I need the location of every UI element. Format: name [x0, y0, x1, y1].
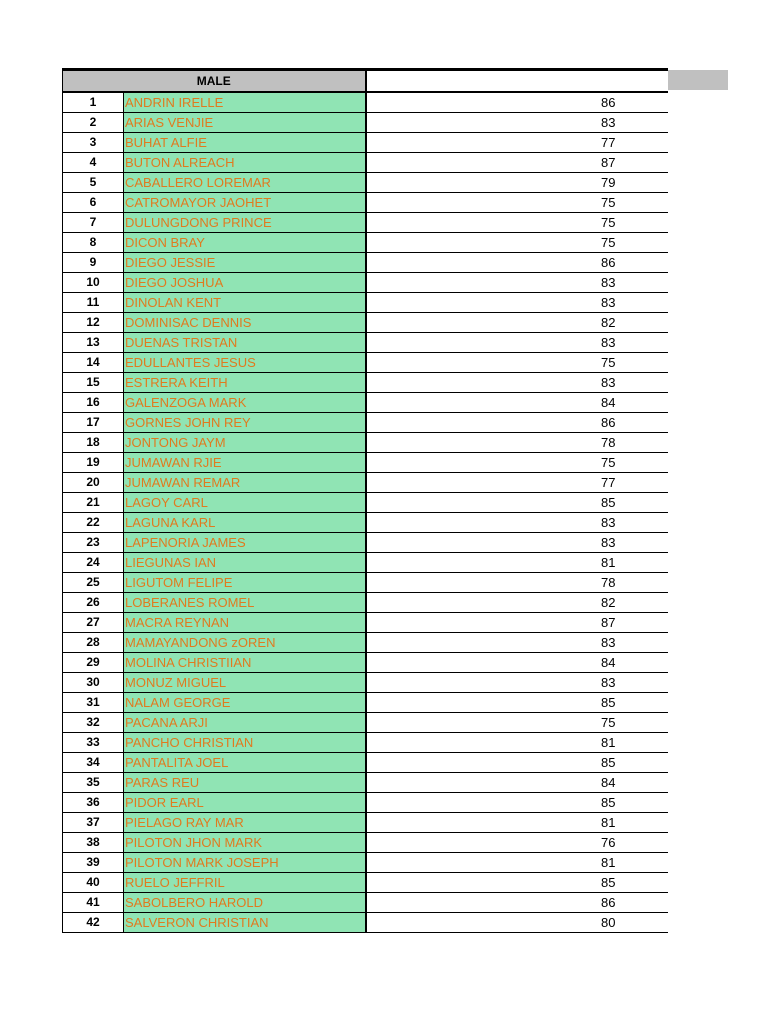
- student-name: LIEGUNAS IAN: [124, 553, 366, 573]
- row-number: 36: [63, 793, 124, 813]
- student-grade: 83: [366, 513, 668, 533]
- student-grade: 87: [366, 613, 668, 633]
- student-grade: 85: [366, 873, 668, 893]
- table-row: [63, 653, 668, 673]
- table-row: [63, 313, 668, 333]
- student-name: LOBERANES ROMEL: [124, 593, 366, 613]
- student-grade: 81: [366, 813, 668, 833]
- student-name: LIGUTOM FELIPE: [124, 573, 366, 593]
- student-grade: 75: [366, 453, 668, 473]
- student-name: ARIAS VENJIE: [124, 113, 366, 133]
- row-number: 15: [63, 373, 124, 393]
- student-grade: 79: [366, 173, 668, 193]
- table-row: [63, 493, 668, 513]
- student-name: JUMAWAN REMAR: [124, 473, 366, 493]
- table-row: [63, 753, 668, 773]
- student-name: MONUZ MIGUEL: [124, 673, 366, 693]
- student-grade: 77: [366, 133, 668, 153]
- header-row: [63, 70, 668, 93]
- student-grade: 83: [366, 373, 668, 393]
- table-row: [63, 133, 668, 153]
- table-row: [63, 913, 668, 933]
- row-number: 7: [63, 213, 124, 233]
- table-row: [63, 893, 668, 913]
- table-row: [63, 793, 668, 813]
- row-number: 3: [63, 133, 124, 153]
- student-grade: 87: [366, 153, 668, 173]
- table-row: [63, 413, 668, 433]
- row-number: 40: [63, 873, 124, 893]
- student-name: NALAM GEORGE: [124, 693, 366, 713]
- table-body: [63, 92, 668, 933]
- student-name: PIDOR EARL: [124, 793, 366, 813]
- row-number: 12: [63, 313, 124, 333]
- row-number: 28: [63, 633, 124, 653]
- table-row: [63, 553, 668, 573]
- student-name: DOMINISAC DENNIS: [124, 313, 366, 333]
- table-row: [63, 92, 668, 113]
- table-row: [63, 633, 668, 653]
- student-grade: 76: [366, 833, 668, 853]
- table-row: [63, 213, 668, 233]
- student-name: EDULLANTES JESUS: [124, 353, 366, 373]
- student-name: ESTRERA KEITH: [124, 373, 366, 393]
- row-number: 34: [63, 753, 124, 773]
- table-row: [63, 353, 668, 373]
- student-grade: 78: [366, 573, 668, 593]
- student-name: LAGUNA KARL: [124, 513, 366, 533]
- row-number: 9: [63, 253, 124, 273]
- student-name: PANCHO CHRISTIAN: [124, 733, 366, 753]
- student-name: BUTON ALREACH: [124, 153, 366, 173]
- student-grade: 85: [366, 793, 668, 813]
- row-number: 24: [63, 553, 124, 573]
- student-name: PANTALITA JOEL: [124, 753, 366, 773]
- student-name: CABALLERO LOREMAR: [124, 173, 366, 193]
- student-grade: 84: [366, 653, 668, 673]
- student-grade: 83: [366, 333, 668, 353]
- student-name: SALVERON CHRISTIAN: [124, 913, 366, 933]
- student-grade: 82: [366, 313, 668, 333]
- student-grade: 81: [366, 853, 668, 873]
- table-row: [63, 473, 668, 493]
- table-row: [63, 593, 668, 613]
- header-gray-fill: [668, 70, 728, 90]
- student-grade: 83: [366, 293, 668, 313]
- table-row: [63, 333, 668, 353]
- row-number: 21: [63, 493, 124, 513]
- row-number: 27: [63, 613, 124, 633]
- student-name: JONTONG JAYM: [124, 433, 366, 453]
- row-number: 19: [63, 453, 124, 473]
- student-grade: 86: [366, 92, 668, 113]
- student-name: BUHAT ALFIE: [124, 133, 366, 153]
- table-row: [63, 373, 668, 393]
- table-row: [63, 293, 668, 313]
- row-number: 25: [63, 573, 124, 593]
- table-row: [63, 713, 668, 733]
- row-number: 37: [63, 813, 124, 833]
- table-row: [63, 113, 668, 133]
- table-row: [63, 773, 668, 793]
- student-name: DIEGO JESSIE: [124, 253, 366, 273]
- student-name: PARAS REU: [124, 773, 366, 793]
- student-name: ANDRIN IRELLE: [124, 92, 366, 113]
- row-number: 13: [63, 333, 124, 353]
- student-grade: 83: [366, 113, 668, 133]
- row-number: 35: [63, 773, 124, 793]
- student-grade: 86: [366, 893, 668, 913]
- row-number: 14: [63, 353, 124, 373]
- row-number: 5: [63, 173, 124, 193]
- table-row: [63, 733, 668, 753]
- student-grade: 84: [366, 773, 668, 793]
- student-grade: 86: [366, 253, 668, 273]
- row-number: 4: [63, 153, 124, 173]
- student-grade: 85: [366, 693, 668, 713]
- student-grade: 82: [366, 593, 668, 613]
- student-name: PIELAGO RAY MAR: [124, 813, 366, 833]
- table-row: [63, 513, 668, 533]
- student-grade: 84: [366, 393, 668, 413]
- row-number: 8: [63, 233, 124, 253]
- table-row: [63, 173, 668, 193]
- student-name: PILOTON JHON MARK: [124, 833, 366, 853]
- table-row: [63, 253, 668, 273]
- table-row: [63, 853, 668, 873]
- student-grade: 80: [366, 913, 668, 933]
- student-grade: 81: [366, 733, 668, 753]
- row-number: 26: [63, 593, 124, 613]
- table-row: [63, 433, 668, 453]
- student-name: MAMAYANDONG zOREN: [124, 633, 366, 653]
- student-grade: 83: [366, 533, 668, 553]
- row-number: 30: [63, 673, 124, 693]
- table-row: [63, 153, 668, 173]
- row-number: 6: [63, 193, 124, 213]
- student-grade: 85: [366, 493, 668, 513]
- student-name: LAPENORIA JAMES: [124, 533, 366, 553]
- row-number: 29: [63, 653, 124, 673]
- student-name: DICON BRAY: [124, 233, 366, 253]
- student-grade: 83: [366, 273, 668, 293]
- row-number: 22: [63, 513, 124, 533]
- table-row: [63, 573, 668, 593]
- table-row: [63, 693, 668, 713]
- student-name: GORNES JOHN REY: [124, 413, 366, 433]
- student-name: CATROMAYOR JAOHET: [124, 193, 366, 213]
- student-name: MOLINA CHRISTIIAN: [124, 653, 366, 673]
- male-grades-table: [62, 68, 668, 933]
- student-name: JUMAWAN RJIE: [124, 453, 366, 473]
- student-name: DINOLAN KENT: [124, 293, 366, 313]
- student-grade: 81: [366, 553, 668, 573]
- row-number: 1: [63, 92, 124, 113]
- row-number: 16: [63, 393, 124, 413]
- student-name: PACANA ARJI: [124, 713, 366, 733]
- student-name: GALENZOGA MARK: [124, 393, 366, 413]
- table-row: [63, 453, 668, 473]
- student-grade: 85: [366, 753, 668, 773]
- table-row: [63, 393, 668, 413]
- row-number: 20: [63, 473, 124, 493]
- header-grade: [366, 70, 668, 93]
- student-name: LAGOY CARL: [124, 493, 366, 513]
- row-number: 42: [63, 913, 124, 933]
- row-number: 41: [63, 893, 124, 913]
- row-number: 33: [63, 733, 124, 753]
- table-row: [63, 193, 668, 213]
- row-number: 17: [63, 413, 124, 433]
- table-row: [63, 873, 668, 893]
- student-grade: 83: [366, 673, 668, 693]
- student-name: PILOTON MARK JOSEPH: [124, 853, 366, 873]
- table-row: [63, 833, 668, 853]
- student-grade: 75: [366, 713, 668, 733]
- row-number: 18: [63, 433, 124, 453]
- table-row: [63, 273, 668, 293]
- row-number: 10: [63, 273, 124, 293]
- table-row: [63, 233, 668, 253]
- table-row: [63, 613, 668, 633]
- student-name: SABOLBERO HAROLD: [124, 893, 366, 913]
- student-grade: 75: [366, 233, 668, 253]
- student-name: MACRA REYNAN: [124, 613, 366, 633]
- table-row: [63, 533, 668, 553]
- table-row: [63, 813, 668, 833]
- student-name: DUENAS TRISTAN: [124, 333, 366, 353]
- student-name: DULUNGDONG PRINCE: [124, 213, 366, 233]
- student-grade: 83: [366, 633, 668, 653]
- row-number: 2: [63, 113, 124, 133]
- student-grade: 86: [366, 413, 668, 433]
- row-number: 31: [63, 693, 124, 713]
- student-name: RUELO JEFFRIL: [124, 873, 366, 893]
- student-grade: 75: [366, 193, 668, 213]
- student-name: DIEGO JOSHUA: [124, 273, 366, 293]
- student-grade: 75: [366, 213, 668, 233]
- header-male: MALE: [63, 70, 366, 93]
- row-number: 11: [63, 293, 124, 313]
- row-number: 32: [63, 713, 124, 733]
- student-grade: 77: [366, 473, 668, 493]
- row-number: 38: [63, 833, 124, 853]
- table-row: [63, 673, 668, 693]
- student-grade: 78: [366, 433, 668, 453]
- row-number: 23: [63, 533, 124, 553]
- student-grade: 75: [366, 353, 668, 373]
- row-number: 39: [63, 853, 124, 873]
